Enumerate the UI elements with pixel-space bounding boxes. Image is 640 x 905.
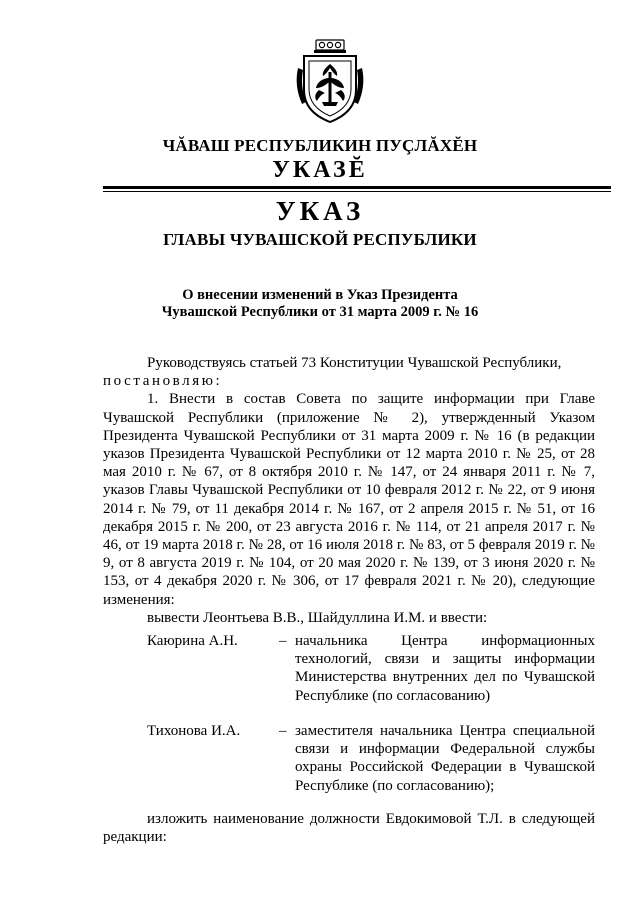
member-entry [103,722,595,798]
member-dash: – [279,723,287,739]
glava-subtitle: ГЛАВЫ ЧУВАШСКОЙ РЕСПУБЛИКИ [163,230,477,249]
coat-of-arms-emblem [292,38,368,126]
ukaz-title: УКАЗ [275,196,365,226]
member-dash: – [279,633,287,649]
preamble: Руководствуясь статьей 73 Конституции Чувашской Республики, [147,355,562,371]
chuvash-header-title: ЧĂВАШ РЕСПУБЛИКИН ПУÇЛĂХĔН [162,136,478,155]
decree-subject [0,287,640,321]
postanovlyayu: постановляю: [103,373,223,390]
rename-position-paragraph: изложить наименование должности Евдокимовой Т.Л. в следующей редакции: [103,811,595,846]
member-description: заместителя начальника Центра специальной связи и информации Федеральной службы охраны Российской Федерации в Чувашской Республике (по согласованию); [295,723,595,794]
subject-line-2: Чувашской Республики от 31 марта 2009 г. № 16 [161,304,479,320]
member-description: начальника Центра информационных технологий, связи и защиты информации Министерства внутренних дел по Чувашской Республике (по согласованию) [295,633,595,704]
header-divider-thick [103,186,611,189]
header-divider-thin [103,191,611,192]
member-name: Каюрина А.Н. [147,633,238,649]
decree-body [103,354,595,627]
member-entry [103,632,595,708]
member-name: Тихонова И.А. [147,723,241,739]
subject-line-1: О внесении изменений в Указ Президента [182,287,458,303]
remove-add-line: вывести Леонтьева В.В., Шайдуллина И.М. и ввести: [147,609,488,626]
chuvash-ukaze-title: УКАЗĔ [272,157,368,183]
item-1: 1. Внести в состав Совета по защите информации при Главе Чувашской Республики (приложение № 2), утвержденный Указом Президента Чувашской Республики от 31 марта 2009 г. № 16 (в редакции указов Президента Чувашской Республики от 12 марта 2010 г. № 25, от 28 мая 2010 г. № 67, от 8 октября 2010 г. № 147, от 24 января 2011 г. № 7, указов Главы Чувашской Республики от 10 февраля 2012 г. № 22, от 9 июня 2014 г. № 79, от 11 декабря 2014 г. № 167, от 2 апреля 2015 г. № 51, от 16 декабря 2015 г. № 200, от 23 августа 2016 г. № 114, от 21 апреля 2017 г. № 46, от 19 марта 2018 г. № 28, от 16 июля 2018 г. № 83, от 5 февраля 2019 г. № 9, от 8 августа 2019 г. № 104, от 20 мая 2020 г. № 139, от 3 июня 2020 г. № 153, от 4 декабря 2020 г. № 306, от 17 февраля 2021 г. № 20), следующие изменения: [103,391,595,608]
